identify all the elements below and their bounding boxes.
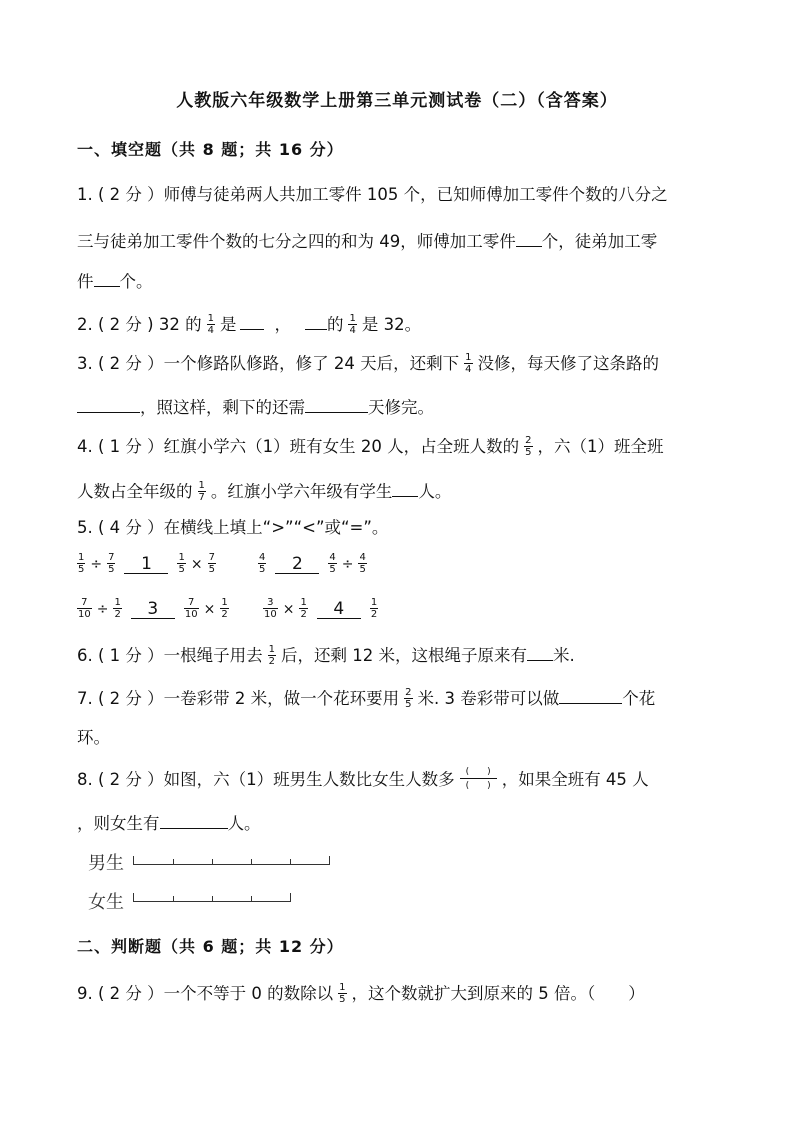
operator: ÷ (96, 601, 109, 618)
question-4-text: 人数占全年级的 (77, 482, 193, 501)
question-5: 5. ( 4 分 ）在横线上填上“>”“<”或“=”。 (77, 518, 389, 537)
question-9 (77, 982, 727, 1006)
answer-blank[interactable] (94, 268, 120, 287)
fraction: $\frac{1}{2}$ (268, 644, 276, 667)
operator: × (203, 601, 216, 618)
fraction: $\frac{7}{5}$ (208, 552, 215, 575)
segment-tick (251, 859, 252, 864)
question-4-line-1 (77, 435, 727, 459)
operator: ÷ (90, 556, 103, 573)
question-7-text: 7. ( 2 分 ）一卷彩带 2 米，做一个花环要用 (77, 689, 400, 708)
answer-blank[interactable] (305, 394, 368, 413)
question-1-line-2 (77, 228, 727, 254)
answer-blank[interactable] (559, 685, 622, 704)
question-3-text: 3. ( 2 分 ）一个修路队修路，修了 24 天后，还剩下 (77, 354, 460, 373)
question-8-text: ，如果全班有 45 人 (501, 770, 649, 789)
question-4-text: ，六（1）班全班 (537, 437, 664, 456)
answer-blank[interactable] (240, 311, 264, 330)
comparison-answer-blank[interactable]: 3 (131, 600, 175, 619)
question-8-text: ，则女生有 (77, 814, 160, 833)
question-4-text: 。红旗小学六年级有学生 (210, 482, 393, 501)
girls-label: 女生 (88, 892, 124, 913)
fraction: $\frac{4}{5}$ (259, 552, 266, 575)
comparison-answer-blank[interactable]: 4 (317, 600, 361, 619)
fraction: $\frac{1}{5}$ (178, 552, 185, 575)
segment-tick (173, 896, 174, 901)
question-2-text: 是 32。 (361, 315, 422, 334)
fraction: $\frac{1}{2}$ (370, 597, 378, 620)
question-9-text: 9. ( 2 分 ）一个不等于 0 的数除以 (77, 984, 334, 1003)
fraction: $\frac{1}{4}$ (349, 313, 356, 336)
comparison-answer-blank[interactable]: 1 (124, 555, 168, 574)
fraction: $\frac{1}{4}$ (465, 352, 472, 375)
question-1-text: 三与徒弟加工零件个数的七分之四的和为 49，师傅加工零件 (77, 232, 516, 251)
fraction: $\frac{1}{2}$ (221, 597, 228, 620)
question-4-text: 人。 (418, 482, 452, 501)
question-6-text: 后，还剩 12 米，这根绳子原来有 (281, 646, 528, 665)
answer-blank[interactable] (305, 311, 327, 330)
fraction: $\frac{4}{5}$ (329, 552, 336, 575)
fraction: $\frac{1}{5}$ (78, 552, 85, 575)
question-2-text: 的 (326, 315, 344, 334)
question-2-text: 2. ( 2 分 ) 32 的 (77, 315, 202, 334)
comparison-item-2 (253, 553, 372, 576)
question-3-line-2 (77, 394, 727, 420)
answer-blank[interactable] (527, 642, 553, 661)
question-3-text: 天修完。 (368, 398, 434, 417)
fraction-blank[interactable]: $\frac{( )}{( )}$ (460, 767, 497, 792)
segment-tick (173, 859, 174, 864)
question-1-text: 个。 (119, 272, 153, 291)
question-6-text: 米. (553, 646, 575, 665)
question-7-line-1 (77, 685, 727, 711)
answer-blank[interactable] (392, 478, 418, 497)
fraction: $\frac{7}{10}$ (78, 597, 91, 620)
boys-segment (133, 856, 330, 865)
segment-tick (251, 896, 252, 901)
operator: ÷ (341, 556, 354, 573)
question-2-text: ， (274, 315, 291, 334)
question-3-line-1 (77, 352, 727, 376)
fraction: $\frac{1}{2}$ (114, 597, 121, 620)
fraction: $\frac{7}{5}$ (108, 552, 115, 575)
fraction: $\frac{1}{7}$ (198, 480, 205, 503)
answer-blank[interactable] (160, 810, 228, 829)
fraction: $\frac{2}{5}$ (405, 687, 412, 710)
question-8-line-2 (77, 810, 727, 836)
answer-blank[interactable] (77, 394, 140, 413)
question-3-text: ，照这样，剩下的还需 (140, 398, 305, 417)
question-8-text: 8. ( 2 分 ）如图，六（1）班男生人数比女生人数多 (77, 770, 455, 789)
fraction: $\frac{1}{5}$ (339, 982, 346, 1005)
answer-blank[interactable] (516, 228, 542, 247)
question-9-text: ，这个数就扩大到原来的 5 倍。（ ） (351, 984, 645, 1003)
question-7-text: 米. 3 卷彩带可以做 (417, 689, 560, 708)
girls-segment (133, 893, 291, 902)
question-7-text: 个花 (622, 689, 656, 708)
question-2 (77, 311, 727, 337)
page-title: 人教版六年级数学上册第三单元测试卷（二）（含答案） (176, 91, 618, 111)
question-6-text: 6. ( 1 分 ）一根绳子用去 (77, 646, 263, 665)
question-1-text: 个，徒弟加工零 (541, 232, 658, 251)
operator: × (190, 556, 203, 573)
fraction: $\frac{3}{10}$ (264, 597, 277, 620)
comparison-item-1 (72, 553, 221, 576)
boys-label: 男生 (88, 853, 124, 874)
segment-tick (212, 896, 213, 901)
section-heading-true-false: 二、判断题（共 6 题；共 12 分） (77, 937, 344, 956)
fraction: $\frac{4}{5}$ (359, 552, 366, 575)
fraction: $\frac{1}{4}$ (207, 313, 214, 336)
comparison-item-3 (72, 598, 234, 621)
question-4-text: 4. ( 1 分 ）红旗小学六（1）班有女生 20 人，占全班人数的 (77, 437, 520, 456)
question-1-line-3 (77, 268, 727, 294)
fraction: $\frac{7}{10}$ (184, 597, 198, 620)
segment-tick (212, 859, 213, 864)
question-1-line-1: 1. ( 2 分 ）师傅与徒弟两人共加工零件 105 个，已知师傅加工零件个数的八分之 (77, 185, 668, 204)
comparison-item-4 (258, 598, 383, 621)
fraction: $\frac{1}{2}$ (300, 597, 307, 620)
operator: × (282, 601, 295, 618)
question-4-line-2 (77, 478, 727, 504)
comparison-answer-blank[interactable]: 2 (275, 555, 319, 574)
question-1-text: 件 (77, 272, 94, 291)
segment-tick (290, 859, 291, 864)
question-8-line-1 (77, 768, 727, 793)
question-2-text: 是 (219, 315, 237, 334)
section-heading-fill-blank: 一、填空题（共 8 题；共 16 分） (77, 140, 344, 159)
fraction: $\frac{2}{5}$ (525, 435, 532, 458)
question-8-text: 人。 (227, 814, 261, 833)
question-7-line-2: 环。 (77, 728, 110, 747)
question-3-text: 没修，每天修了这条路的 (477, 354, 660, 373)
question-6 (77, 642, 727, 668)
